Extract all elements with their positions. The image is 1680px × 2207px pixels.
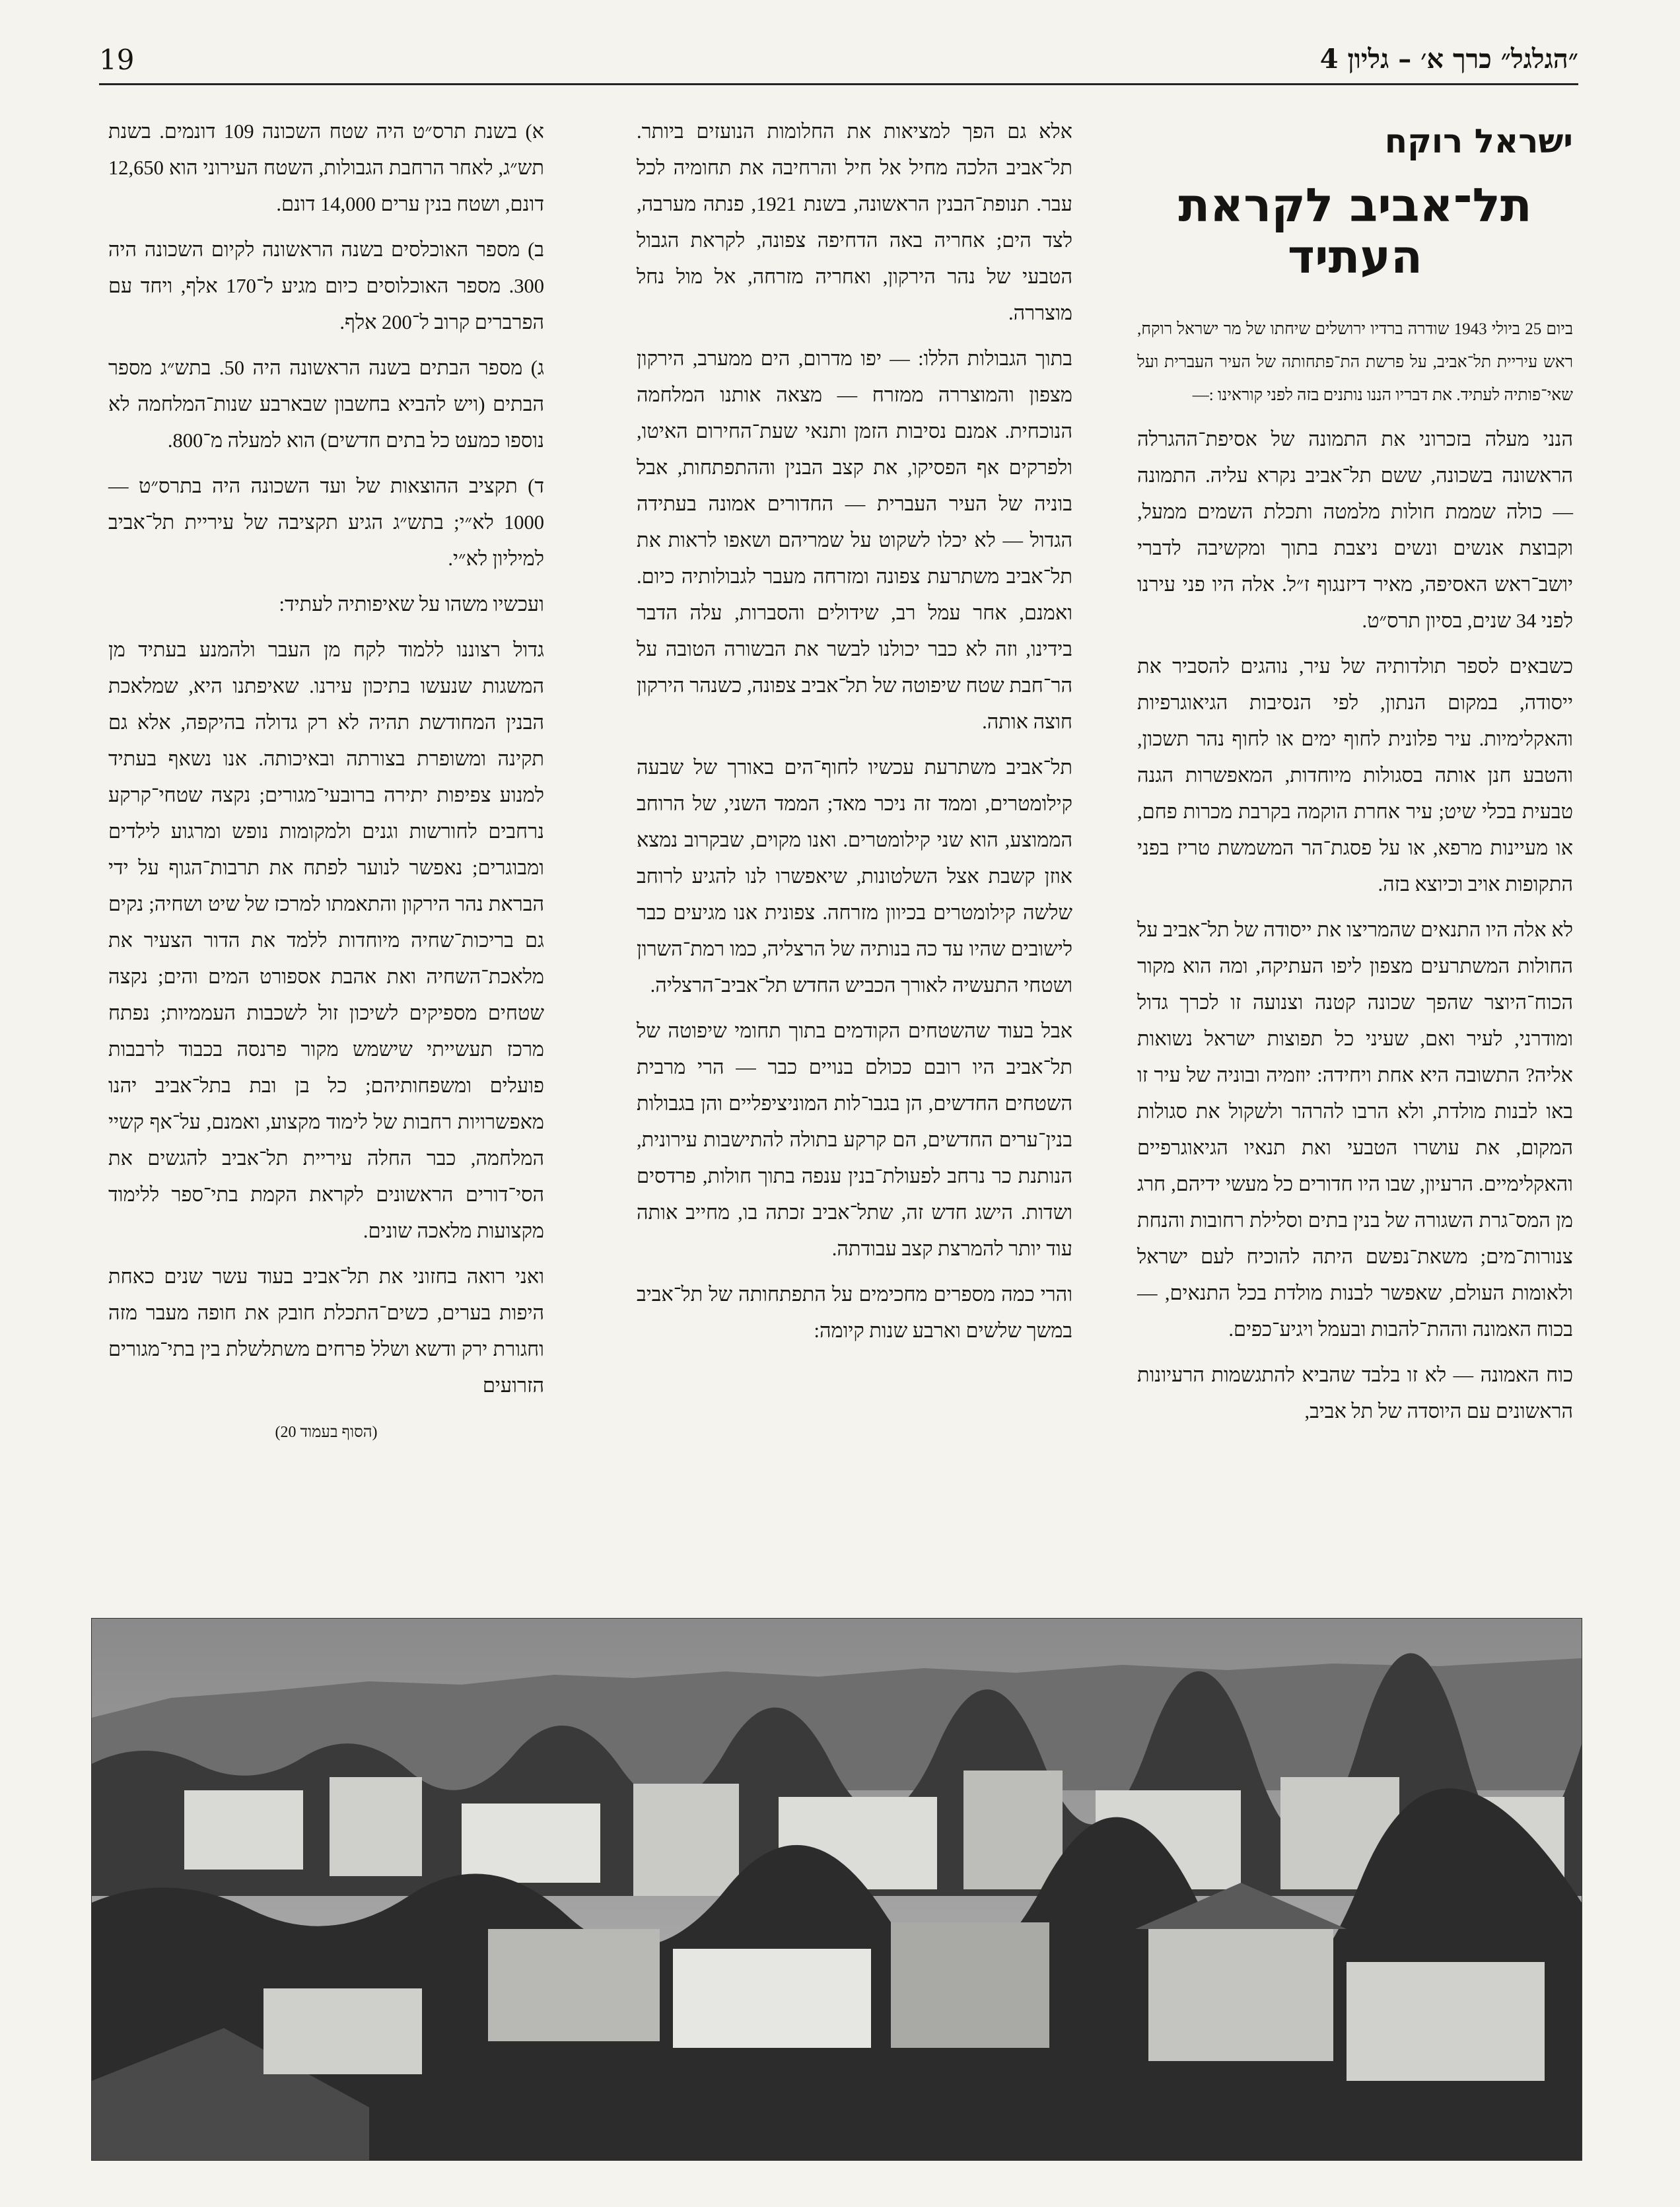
column-right: [1137, 114, 1573, 1439]
article-intro: ביום 25 ביולי 1943 שודרה ברדיו ירושלים שיחתו של מר ישראל רוקח, ראש עיריית תל־אביב, על פרשת הת־פתחותה של העיר העברית ועל שאי־פותיה לעתיד. את דבריו הננו נותנים בזה לפני קוראינו :—: [1137, 320, 1574, 404]
journal-title: ״הגלגל״ כרך א׳ – גליון 4: [1319, 44, 1578, 75]
continuation-note: (הסוף בעמוד 20): [275, 1424, 378, 1441]
paragraph: כוח האמונה — לא זו בלבד שהביא להתגשמות הרעיונות הראשונים עם היוסדה של תל אביב,: [1137, 1364, 1573, 1422]
paragraph: תל־אביב משתרעת עכשיו לחוף־הים באורך של שבעה קילומטרים, וממד זה ניכר מאד; הממד השני, של הרוחב הממוצע, הוא שני קילומטרים. ואנו מקוים, שבקרוב נמצא אוזן קשבת אצל השלטונות, שיאפשרו לנו להגיע לרוחב שלשה קילומטרים בכיוון מזרחה. צפונית אנו מגיעים כבר לישובים שהיו עד כה בנותיה של הרצליה, כמו רמת־השרון ושטחי התעשיה לאורך הכביש החדש תל־אביב־הרצליה.: [637, 756, 1072, 997]
column-middle: [637, 114, 1072, 1358]
page-number: 19: [99, 44, 135, 76]
article-author: ישראל רוקח: [1384, 122, 1573, 160]
paragraph: והרי כמה מספרים מחכימים על התפתחותה של תל־אביב במשך שלשים וארבע שנות קיומה:: [637, 1283, 1072, 1342]
paragraph: אבל בעוד שהשטחים הקודמים בתוך תחומי שיפוטה של תל־אביב היו רובם ככולם בנויים כבר — הרי מרבית השטחים החדשים, הן בגבו־לות המוניציפליים והן בגבולות בנין־ערים החדשים, הם קרקע בתולה להתישבות עירונית, הנותנת כר נרחב לפעולת־בנין ענפה בתוך חולות, פרדסים ושדות. הישג חדש זה, שתל־אביב זכתה בו, מחייב אותה עוד יותר להמרצת קצב עבודתה.: [637, 1020, 1072, 1260]
paragraph: לא אלה היו התנאים שהמריצו את ייסודה של תל־אביב על החולות המשתרעים מצפון ליפו העתיקה, ומה הוא מקור הכוח־היוצר שהפך שכונה קטנה וצנועה זו לכרך גדול ומודרני, לעיר ואם, שעיני כל תפוצות ישראל נשואות אליה? התשובה היא אחת ויחידה: יוזמיה ובוניה של עיר זו באו לבנות מולדת, ולא הרבו להרהר ולשקול את סגולות המקום, את עושרו הטבעי ואת תנאיו הגיאוגרפיים והאקלימיים. הרעיון, שבו היו חדורים כל מעשי ידיהם, חרג מן המס־גרת השגורה של בנין בתים וסלילת רחובות והנחת צנורות־מים; משאת־נפשם היתה להוכיח לעם ישראל ולאומות העולם, שאפשר לבנות מולדת בכל התנאים, — בכוח האמונה וההת־להבות ובעמל ויגיע־כפים.: [1137, 919, 1573, 1341]
header-divider: [99, 83, 1578, 85]
paragraph: ועכשיו משהו על שאיפותיה לעתיד:: [279, 593, 544, 615]
paragraph: גדול רצוננו ללמוד לקח מן העבר ולהמנע בעתיד מן המשגות שנעשו בתיכון עירנו. שאיפתנו היא, שמלאכת הבנין המחודשת תהיה לא רק גדולה בהיקפה, אלא גם תקינה ומשופרת בצורתה ובאיכותה. אנו נשאף בעתיד למנוע צפיפות יתירה ברובעי־מגורים; נקצה שטחי־קרקע נרחבים לחורשות וגנים ולמקומות נופש ומרגוע לילדים ומבוגרים; נאפשר לנוער לפתח את תרבות־הגוף על ידי הבראת נהר הירקון והתאמתו למרכז של שיט ושחיה; נקים גם בריכות־שחיה מיוחדות ללמד את הדור הצעיר את מלאכת־השחיה ואת אהבת אספורט המים והים; נקצה שטחים מספיקים לשיכון זול לשכבות העממיות; נפתח מרכז תעשייתי שישמש מקור פרנסה בכבוד לרבבות פועלים ומשפחותיהם; כל בן ובת בתל־אביב יהנו מאפשרויות רחבות של לימוד מקצוע, ואמנם, על־אף קשיי המלחמה, כבר החלה עיריית תל־אביב להגשים את הסי־דורים הראשונים לקראת הקמת בתי־ספר ללימוד מקצועות מלאכה שונים.: [108, 639, 544, 1242]
city-panorama-photo: [91, 1618, 1582, 2161]
paragraph: אלא גם הפך למציאות את החלומות הנועזים ביותר. תל־אביב הלכה מחיל אל חיל והרחיבה את תחומיה לכל עבר. תנופת־הבנין הראשונה, בשנת 1921, פנתה מערבה, לצד הים; אחריה באה הדחיפה צפונה, לקראת הגבול הטבעי של נהר הירקון, ואחריה מזרחה, אל מול נחל מוצררה.: [637, 120, 1072, 324]
paragraph: א) בשנת תרס״ט היה שטח השכונה 109 דונמים. בשנת תש״ג, לאחר הרחבת הגבולות, השטח העירוני הוא 12,650 דונם, ושטח בנין ערים 14,000 דונם.: [108, 120, 544, 215]
photo-illustration: [92, 1619, 1582, 2160]
column-left: [108, 114, 544, 1460]
paragraph: בתוך הגבולות הללו: — יפו מדרום, הים ממערב, הירקון מצפון והמוצררה ממזרח — מצאה אותנו המלחמה הנוכחית. אמנם נסיבות הזמן ותנאי שעת־החירום האיטו, ולפרקים אף הפסיקו, את קצב הבנין וההתפתחות, אבל בוניה של העיר העברית — החדורים אמונה בעתידה הגדול — לא יכלו לשקוט על שמריהם ושאפו לראות את תל־אביב משתרעת צפונה ומזרחה מעבר לגבולותיה כיום. ואמנם, אחר עמל רב, שידולים והסברות, עלה הדבר בידינו, וזה לא כבר יכולנו לבשר את הבשורה הטובה על הר־חבת שטח שיפוטה של תל־אביב צפונה, כשנהר הירקון חוצה אותה.: [637, 347, 1072, 733]
article-title: תל־אביב לקראת העתיד: [1178, 178, 1532, 284]
paragraph: כשבאים לספר תולדותיה של עיר, נוהגים להסביר את ייסודה, במקום הנתון, לפי הנסיבות הגיאוגרפיות והאקלימיות. עיר פלונית לחוף ימים או לחוף נהר תשכון, והטבע חנן אותה בסגולות מיוחדות, המאפשרות הגנה טבעית בכלי שיט; עיר אחרת הוקמה בקרבת מכרות פחם, או מעיינות מרפא, או על פסגת־הר המשמשת טריז בפני התקופות אויב וכיוצא בזה.: [1137, 655, 1573, 895]
paragraph: הנני מעלה בזכרוני את התמונה של אסיפת־ההגרלה הראשונה בשכונה, ששם תל־אביב נקרא עליה. התמונה — כולה שממת חולות מלמטה ותכלת השמים ממעל, וקבוצת אנשים ונשים ניצבת בתוך ומקשיבה לדברי יושב־ראש האסיפה, מאיר דיזנגוף ז״ל. אלה היו פני עירנו לפני 34 שנים, בסיון תרס״ט.: [1137, 428, 1573, 632]
paragraph: ואני רואה בחזוני את תל־אביב בעוד עשר שנים כאחת היפות בערים, כשים־התכלת חובק את חופה מעבר מזה וחגורת ירק ודשא ושלל פרחים משתלשלת בין בתי־מגורים הזרועים: [108, 1265, 544, 1397]
page-header: [99, 40, 1578, 86]
paragraph: ב) מספר האוכלסים בשנה הראשונה לקיום השכונה היה 300. מספר האוכלוסים כיום מגיע ל־170 אלף, ויחד עם הפרברים קרוב ל־200 אלף.: [108, 238, 544, 333]
paragraph: ד) תקציב ההוצאות של ועד השכונה היה בתרס״ט — 1000 לא״י; בתש״ג הגיע תקציבה של עיריית תל־אביב למיליון לא״י.: [108, 475, 544, 570]
paragraph: ג) מספר הבתים בשנה הראשונה היה 50. בתש״ג מספר הבתים (ויש להביא בחשבון שבארבע שנות־המלחמה לא נוספו כמעט כל בתים חדשים) הוא למעלה מ־800.: [108, 357, 544, 452]
